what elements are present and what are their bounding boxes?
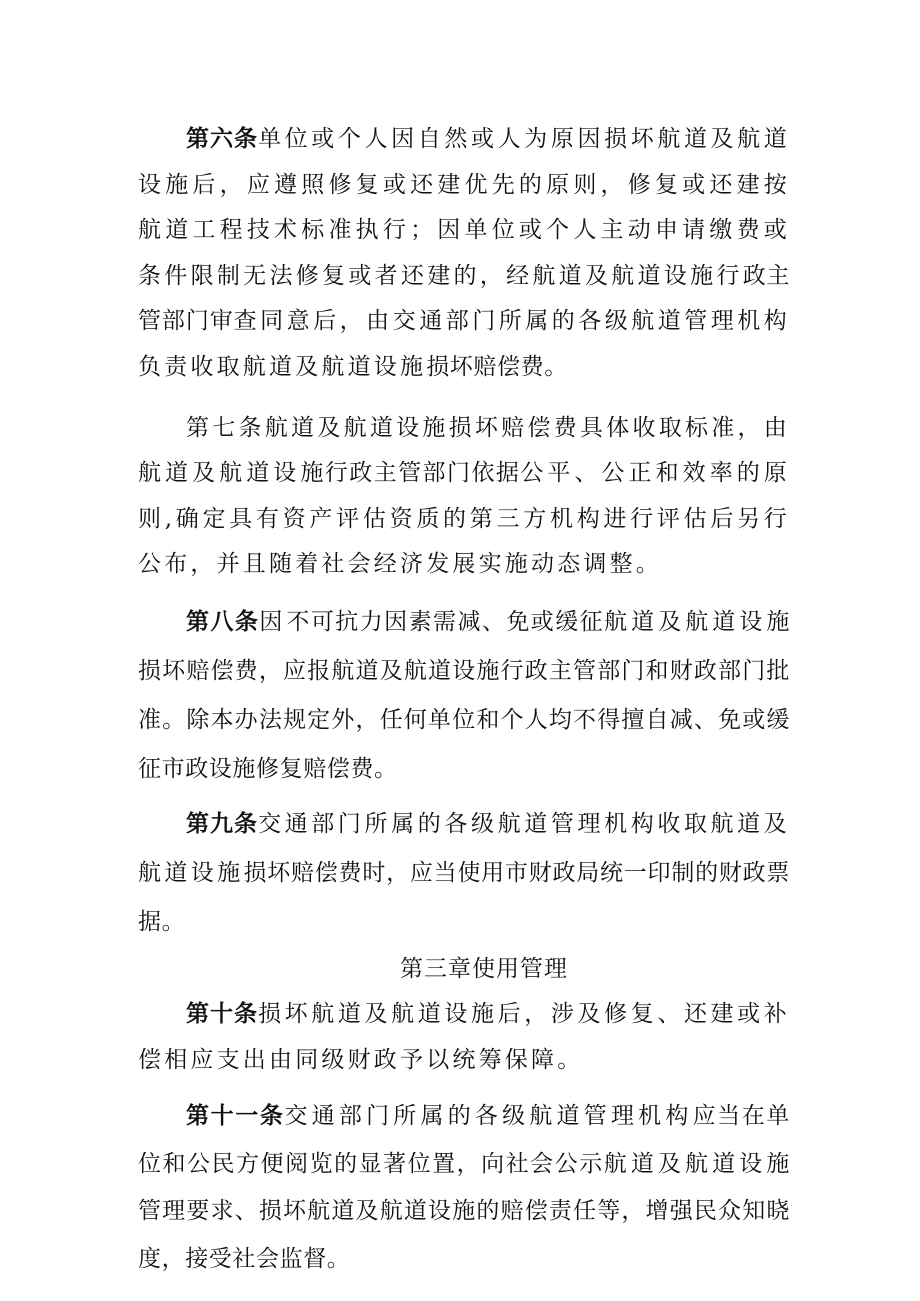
article-11-text-end: 施管理要求、损坏航道及航道设施的赔偿责任等，增强民众知晓度，接受社会监督。 (138, 1150, 790, 1272)
article-6-text-sans: 政主管部门审 (138, 262, 790, 335)
article-8-lead: 第八条 (186, 608, 260, 635)
article-7-text: 第七条航道及航道设施损坏赔偿费具体收取标准，由航道及航道设 (138, 414, 790, 487)
document-page (138, 118, 790, 1284)
article-7-paragraph (138, 407, 790, 589)
article-9-text-sans: 损坏赔偿费时，应当使用市财政局统一印制的财政票据。 (138, 859, 790, 935)
article-8-text-end: 施损坏赔偿费，应报航道及航道设施行政主管部门和财政部门批准。除本办法规定外，任何单位和个人均不得擅自减、免或缓征市政设施修复赔偿费。 (138, 608, 790, 782)
article-11-text-sans: 应当在单位和公民方便阅览的显著位置，向社会公示 (138, 1103, 791, 1177)
article-10-paragraph (138, 993, 790, 1084)
article-7-text-sans: 施行政主管部门依据 (300, 460, 521, 487)
article-11-text: 交通部门所属的各级航道管理机构 (284, 1103, 693, 1130)
article-6-paragraph (138, 118, 790, 392)
article-8-text-cont: 航道及航道设 (604, 608, 767, 635)
article-8-text: 因 (259, 608, 287, 635)
article-7-text-cont: 公平、公正和效率的原则,确定具有资产评估资质的第三方机构进行评估后另行公布，并且随着社会经济发展实施动态调整。 (138, 460, 791, 578)
chapter-3-heading: 第三章使用管理 (400, 955, 568, 982)
article-11-text-cont: 航道及航道设 (603, 1150, 767, 1177)
article-6-text-cont: 查同意后，由交通部门所属的各级航道管理机构负责收取航道及航道设施 (138, 308, 790, 380)
article-6-text-end: 损坏赔偿费。 (426, 353, 568, 380)
article-8-text-sans: 不可抗力因素需减、免或缓征 (286, 608, 605, 635)
article-6-text: 单位或个人因自然或人为原因损坏航道及航道设施后，应遵照修复或还建优先的原则，修复或还建按航道工程技术标准执行；因单位或个人主动申请缴费或条件限制无法修复或者还建的，经航道及航道设施行 (138, 126, 790, 289)
article-9-paragraph (138, 801, 790, 948)
article-9-text: 交通部门所属的各级航道管理机构收取航道及航道设施 (138, 810, 790, 886)
article-8-paragraph (138, 599, 790, 795)
article-11-paragraph (138, 1094, 790, 1284)
article-11-lead: 第十一条 (186, 1103, 285, 1130)
article-10-text: 损坏航道及航道设施后，涉及修复、还建或补偿相应支出由同级财政予以统筹保障。 (138, 1000, 790, 1073)
article-6-lead: 第六条 (186, 126, 259, 152)
article-9-lead: 第九条 (186, 810, 259, 837)
article-10-lead: 第十条 (186, 1000, 259, 1027)
